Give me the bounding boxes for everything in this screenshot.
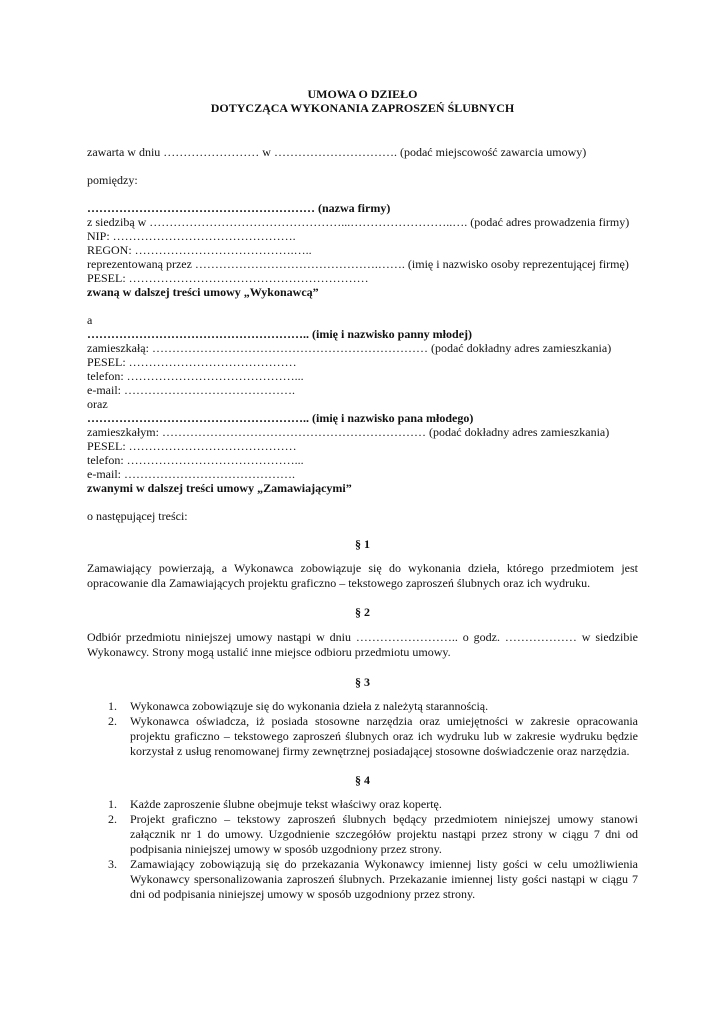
concluded-line: zawarta w dniu …………………… w …………………………. (podać miejscowość zawarcia umowy) <box>87 145 587 159</box>
groom-email: e-mail: ……………………………………. <box>87 467 295 481</box>
section-4-item-2-num: 2. <box>108 812 117 826</box>
groom-phone: telefon: ……………………………………... <box>87 453 304 467</box>
section-3-item-2-text: Wykonawca oświadcza, iż posiada stosowne narzędzia oraz umiejętności w zakresie opracowania projektu graficzno – tekstowego zaproszeń ślubnych oraz ich wydruku lub w zakresie wydruku będzie korzystał z usług renomowanej firmy zewnętrznej posiadającej stosowne doświadczenie oraz narzędzia. <box>130 714 638 758</box>
section-4-item-1-text: Każde zaproszenie ślubne obejmuje tekst właściwy oraz kopertę. <box>130 797 442 811</box>
groom-pesel: PESEL: …………………………………… <box>87 439 297 453</box>
contractor-name-dots: ………………………………………………… <box>87 201 318 215</box>
contractor-name-line <box>87 201 390 215</box>
and-label: a <box>87 313 93 327</box>
section-3-item-1-text: Wykonawca zobowiązuje się do wykonania dzieła z należytą starannością. <box>130 699 489 713</box>
section-2-heading: § 2 <box>355 605 370 619</box>
bride-address: zamieszkałą: …………………………………………………………… (podać dokładny adres zamieszkania) <box>87 341 612 355</box>
contractor-nip: NIP: ………………………………………. <box>87 229 296 243</box>
section-4-item-1-num: 1. <box>108 797 117 811</box>
section-4-item-2-text: Projekt graficzno – tekstowy zaproszeń ślubnych będący przedmiotem niniejszej umowy stanowi załącznik nr 1 do umowy. Uzgodnienie szczegółów projektu nastąpi przez strony w ciągu 7 dni od podpisania niniejszej umowy w sposób uzgodniony przez strony. <box>130 812 638 856</box>
section-4-item-3-text: Zamawiający zobowiązują się do przekazania Wykonawcy imiennej listy gości w celu umożliwienia Wykonawcy spersonalizowania zaproszeń ślubnych. Przekazanie imiennej listy gości nastąpi w ciągu 7 dni od podpisania niniejszej umowy w sposób uzgodniony przez strony. <box>130 857 638 901</box>
contractor-regon: REGON: ………………………………….….. <box>87 243 312 257</box>
following-label: o następującej treści: <box>87 509 188 523</box>
groom-name-hint: (imię i nazwisko pana młodego) <box>312 411 474 425</box>
document-title-line1: UMOWA O DZIEŁO <box>307 87 418 101</box>
section-1-text: Zamawiający powierzają, a Wykonawca zobowiązuje się do wykonania dzieła, którego przedmiotem jest opracowanie dla Zamawiających projektu graficzno – tekstowego zaproszeń ślubnych oraz ich wydruku. <box>87 561 638 590</box>
groom-name-dots: ……………………………………………….. <box>87 411 312 425</box>
section-3-item-1-num: 1. <box>108 699 117 713</box>
section-4-item-3-num: 3. <box>108 857 117 871</box>
contractor-name-hint: (nazwa firmy) <box>318 201 391 215</box>
bride-pesel: PESEL: …………………………………… <box>87 355 297 369</box>
bride-email: e-mail: ……………………………………. <box>87 383 295 397</box>
contractor-called: zwaną w dalszej treści umowy „Wykonawcą” <box>87 285 319 299</box>
between-label: pomiędzy: <box>87 173 138 187</box>
contractor-seat: z siedzibą w …………………………………………...……………………..…. (podać adres prowadzenia firmy) <box>87 215 630 229</box>
document-title-line2: DOTYCZĄCA WYKONANIA ZAPROSZEŃ ŚLUBNYCH <box>210 101 515 115</box>
contractor-represented: reprezentowaną przez ……………………………………….……. (imię i nazwisko osoby reprezentującej firmę) <box>87 257 629 271</box>
section-1-heading: § 1 <box>355 537 370 551</box>
bride-name-line <box>87 327 472 341</box>
groom-address: zamieszkałym: ………………………………………………………… (podać dokładny adres zamieszkania) <box>87 425 610 439</box>
also-label: oraz <box>87 397 108 411</box>
bride-name-dots: ……………………………………………….. <box>87 327 312 341</box>
section-4-heading: § 4 <box>355 773 370 787</box>
contractor-pesel: PESEL: …………………………………………………… <box>87 271 369 285</box>
section-3-heading: § 3 <box>355 675 370 689</box>
clients-called: zwanymi w dalszej treści umowy „Zamawiającymi” <box>87 481 352 495</box>
section-2-text: Odbiór przedmiotu niniejszej umowy nastąpi w dniu …………………….. o godz. ……………… w siedzibie Wykonawcy. Strony mogą ustalić inne miejsce odbioru przedmiotu umowy. <box>87 630 638 659</box>
bride-name-hint: (imię i nazwisko panny młodej) <box>312 327 473 341</box>
bride-phone: telefon: ……………………………………... <box>87 369 304 383</box>
section-3-item-2-num: 2. <box>108 714 117 728</box>
groom-name-line <box>87 411 473 425</box>
